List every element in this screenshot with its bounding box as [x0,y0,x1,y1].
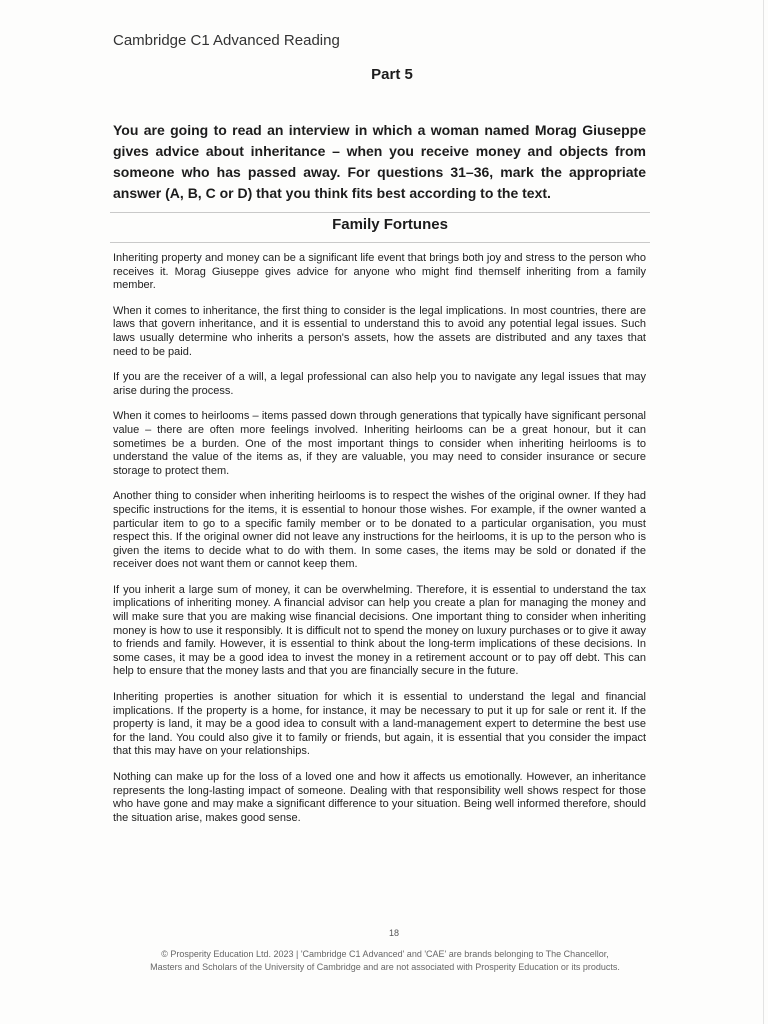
page-number: 18 [388,928,399,938]
divider-top [110,212,650,213]
task-instructions: You are going to read an interview in which a woman named Morag Giuseppe gives advice about inheritance – when you receive money and objects from someone who has passed away. For questions 31–36, mark the appropriate answer (A, B, C or D) that you think fits best according to the text. [113,122,646,201]
running-header: Cambridge C1 Advanced Reading [113,32,340,49]
paragraph: Nothing can make up for the loss of a loved one and how it affects us emotionally. However, an inheritance represents the long-lasting impact of someone. Dealing with that responsibility well shows respect for those who have gone and may make a significant difference to your situation. Being well informed therefore, should the situation arise, makes good sense. [113,771,646,824]
copyright-footer [100,948,670,974]
part-title: Part 5 [371,66,413,83]
paragraph: Inheriting properties is another situation for which it is essential to understand the legal and financial implications. If the property is a home, for instance, it may be necessary to put it up for sale or rent it. If the property is land, it may be a good idea to consult with a land-management expert to determine the best use for the land. You could also give it to family or friends, but again, it is essential that you consider the impact that this may have on your relationships. [113,691,646,758]
paragraph: Another thing to consider when inheriting heirlooms is to respect the wishes of the original owner. If they had specific instructions for the items, it is essential to honour those wishes. For example, if the owner wanted a particular item to go to a specific family member or to be donated to a particular organisation, you must respect this. If the original owner did not leave any instructions for the heirlooms, it is up to the person who is given the items to decide what to do with them. In some cases, the items may be sold or donated if the receiver does not want them or cannot keep them. [113,490,646,571]
paragraph: When it comes to heirlooms – items passed down through generations that typically have significant personal value – there are often more feelings involved. Inheriting heirlooms can be a great honour, but it can sometimes be a burden. One of the most important things to consider when inheriting heirlooms is to understand the value of the items as, if they are valuable, you may need to consider insurance or secure storage to protect them. [113,410,646,477]
footer-line: © Prosperity Education Ltd. 2023 | 'Cambridge C1 Advanced' and 'CAE' are brands belonging to The Chancellor, [161,949,609,959]
paragraph: Inheriting property and money can be a significant life event that brings both joy and stress to the person who receives it. Morag Giuseppe gives advice for anyone who might find themself inheriting from a family member. [113,252,646,292]
footer-line: Masters and Scholars of the University of Cambridge and are not associated with Prosperity Education or its products. [150,962,620,972]
paragraph: If you are the receiver of a will, a legal professional can also help you to navigate any legal issues that may arise during the process. [113,371,646,397]
divider-bottom [110,242,650,243]
article-body [113,252,646,837]
scan-edge-line [763,0,764,1024]
article-title: Family Fortunes [332,216,448,233]
paragraph: When it comes to inheritance, the first thing to consider is the legal implications. In most countries, there are laws that govern inheritance, and it is essential to understand this to avoid any potential legal issues. Such laws usually determine who inherits a person's assets, how the assets are distributed and any taxes that need to be paid. [113,304,646,358]
paragraph: If you inherit a large sum of money, it can be overwhelming. Therefore, it is essential to understand the tax implications of inheriting money. A financial advisor can help you create a plan for managing the money and will make sure that you are making wise financial decisions. One important thing to consider when inheriting money is how to use it responsibly. It is difficult not to spend the money on luxury purchases or to give it away to friends and family. However, it is essential to think about the long-term implications of these decisions. In some cases, it may be a good idea to invest the money in a retirement account or to pay off debt. This can help to ensure that the money lasts and that you are financially secure in the future. [113,583,646,678]
